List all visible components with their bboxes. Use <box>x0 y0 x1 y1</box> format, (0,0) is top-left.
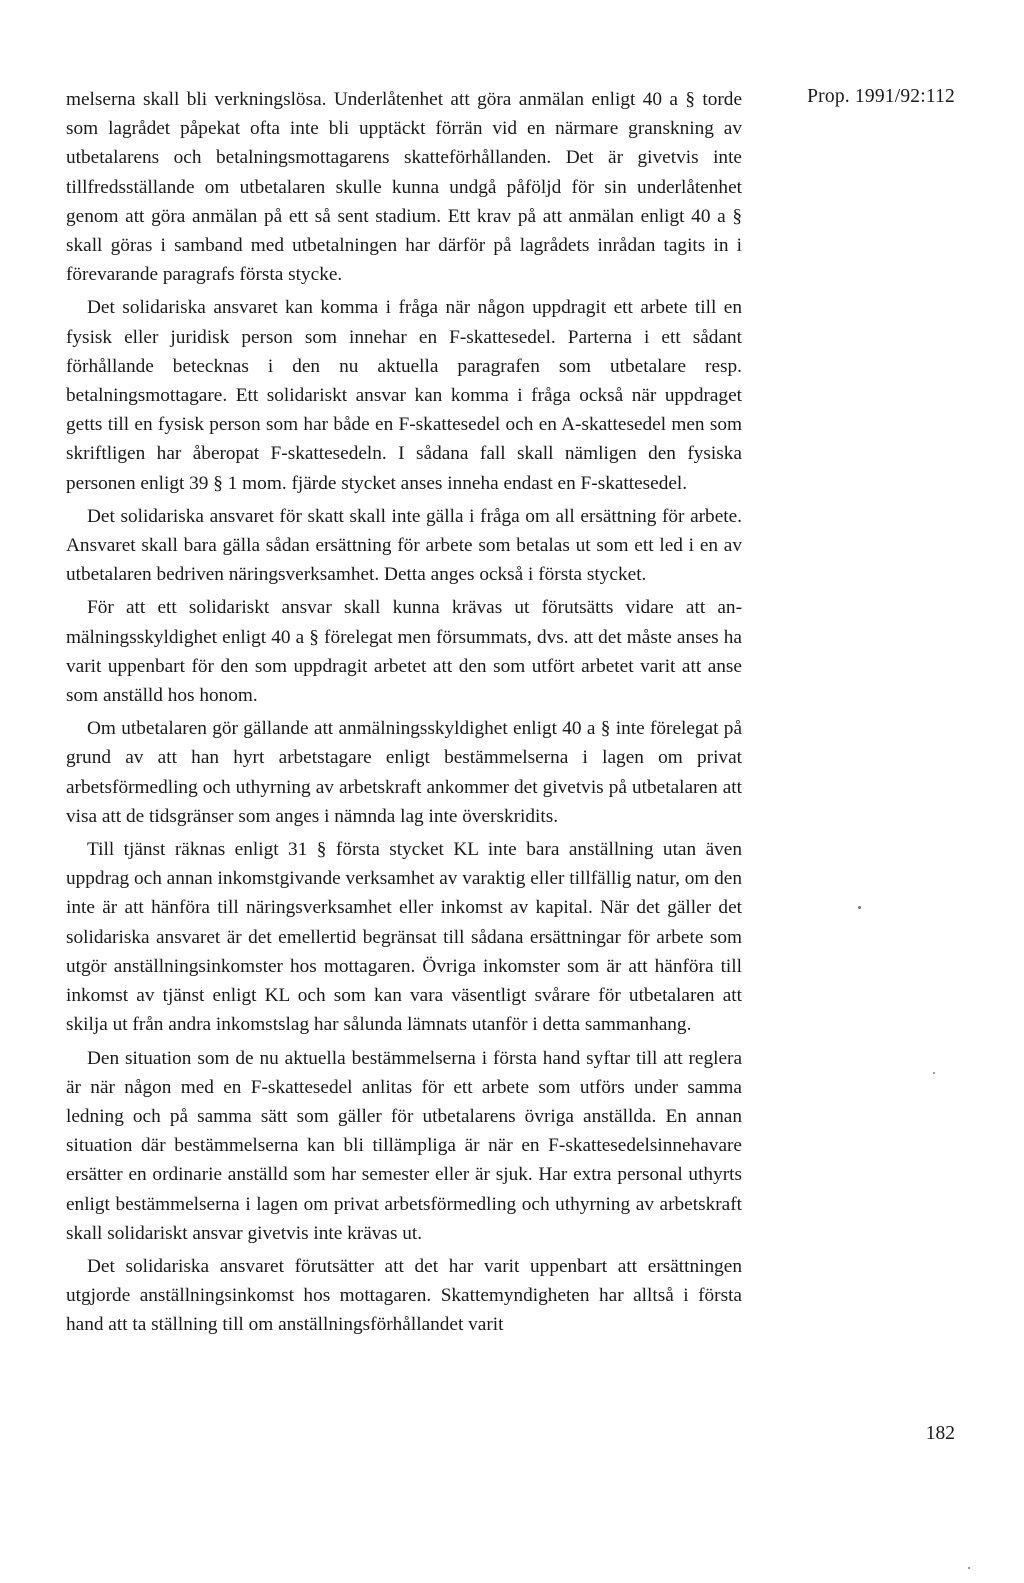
paragraph: Det solidariska ansvaret för skatt skall inte gälla i fråga om all ersättning för arbete. Ansvaret skall bara gälla sådan ersättning för arbete som betalas ut som ett led i en av utbetalaren bedriven näringsverksamhet. Detta anges också i första stycket. <box>66 505 742 586</box>
scan-speck <box>933 1072 935 1074</box>
scan-speck <box>968 1567 970 1569</box>
page-number: 182 <box>925 1423 955 1444</box>
document-reference: Prop. 1991/92:112 <box>807 86 955 107</box>
paragraph: För att ett solidariskt ansvar skall kunna krävas ut förutsätts vidare att anmälningsskyldighet enligt 40 a § förelegat men försummats, dvs. att det måste anses ha varit uppenbart för den som uppdragit arbetet att den som utfört arbetet varit att anse som anställd hos honom. <box>66 597 742 707</box>
body-text <box>66 85 742 1340</box>
paragraph: Till tjänst räknas enligt 31 § första stycket KL inte bara anställning utan även uppdrag och annan inkomstgivande verksamhet av varaktig eller tillfällig natur, om den inte är att hänföra till näringsverksamhet eller inkomst av kapital. När det gäller det solidariska ansvaret är det emellertid begränsat till sådana ersättningar för arbete som utgör anställningsinkomster hos mottagaren. Övriga inkomster som är att hänföra till inkomst av tjänst enligt KL och som kan vara väsentligt svårare för utbetalaren att skilja ut från andra inkomstslag har sålunda lämnats utanför i detta sammanhang. <box>66 839 743 1036</box>
paragraph: Det solidariska ansvaret förutsätter att det har varit uppenbart att ersättningen utgjorde anställningsinkomst hos mottagaren. Skattemyndigheten har alltså i första hand att ta ställning till om anställningsförhållandet varit <box>66 1255 742 1336</box>
paragraph-continued: melserna skall bli verkningslösa. Underlåtenhet att göra anmälan enligt 40 a § torde som lagrådet påpekat ofta inte bli upptäckt förrän vid en närmare granskning av utbetalarens och betalningsmottagarens skatteförhållanden. Det är givetvis inte tillfredsställande om utbetalaren skulle kunna undgå påföljd för sin underlåtenhet genom att göra anmälan på ett så sent stadium. Ett krav på att anmälan enligt 40 a § skall göras i samband med utbetalningen har därför på lagrådets inrådan tagits in i förevarande paragrafs första stycke. <box>66 89 742 286</box>
paragraph: Den situation som de nu aktuella bestämmelserna i första hand syftar till att reglera är när någon med en F-skattesedel anlitas för ett arbete som utförs under samma ledning och på samma sätt som gäller för utbetalarens övriga anställda. En annan situation där bestämmelserna kan bli tillämpliga är när en F-skattesedelsinnehavare ersätter en ordinarie anställd som har semester eller är sjuk. Har extra personal uthyrts enligt bestämmelserna i lagen om privat arbetsförmedling och uthyrning av arbetskraft skall solidariskt ansvar givetvis inte krävas ut. <box>66 1047 742 1244</box>
paragraph: Om utbetalaren gör gällande att anmälningsskyldighet enligt 40 a § inte förelegat på grund av att han hyrt arbetstagare enligt bestämmelserna i lagen om privat arbetsförmedling och uthyrning av arbetskraft ankommer det givetvis på utbetalaren att visa att de tidsgränser som anges i nämnda lag inte överskridits. <box>66 718 742 827</box>
scan-speck <box>858 906 861 909</box>
paragraph: Det solidariska ansvaret kan komma i fråga när någon uppdragit ett arbete till en fysisk eller juridisk person som innehar en F-skattesedel. Parterna i ett sådant förhållande betecknas i den nu aktuella paragrafen som utbetalare resp. betalningsmottagare. Ett solidariskt ansvar kan komma i fråga också när uppdraget getts till en fysisk person som har både en F-skattesedel och en A-skattesedel men som skriftligen har åberopat F-skattesedeln. I sådana fall skall nämligen den fysiska personen enligt 39 § 1 mom. fjärde stycket anses inneha endast en F-skattesedel. <box>66 297 742 494</box>
